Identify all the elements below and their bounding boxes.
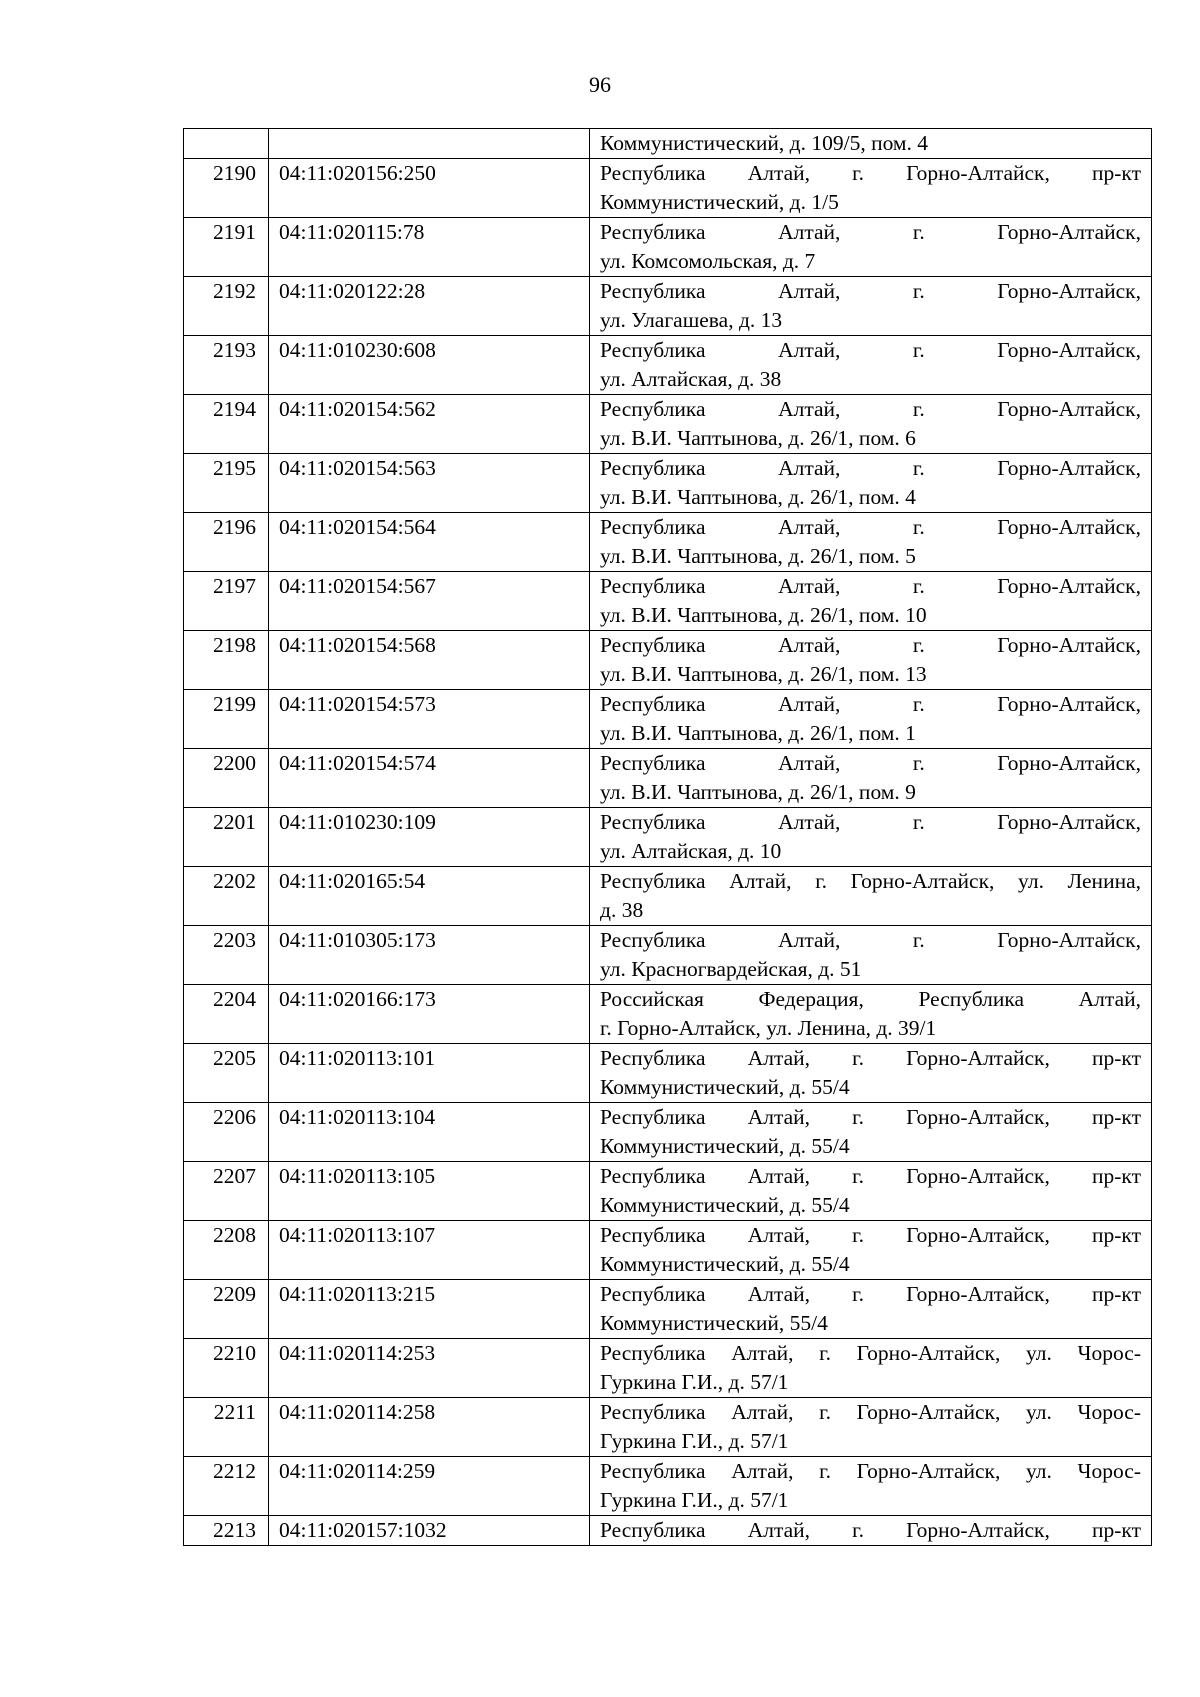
cadastral-number-cell: 04:11:020157:1032 <box>269 1516 590 1546</box>
cadastral-number-cell: 04:11:020154:567 <box>269 572 590 631</box>
row-number-cell: 2213 <box>184 1516 269 1546</box>
row-number-cell: 2209 <box>184 1280 269 1339</box>
address-cell <box>590 1398 1152 1457</box>
address-line-2: ул. В.И. Чаптынова, д. 26/1, пом. 4 <box>600 485 916 509</box>
address-line-1: Республика Алтай, г. Горно-Алтайск, ул. Ленина, <box>600 869 1141 893</box>
table-row <box>184 218 1152 277</box>
address-line-2: Гуркина Г.И., д. 57/1 <box>600 1370 789 1394</box>
cadastral-number-cell: 04:11:020166:173 <box>269 985 590 1044</box>
address-cell <box>590 985 1152 1044</box>
table-row <box>184 1457 1152 1516</box>
cadastral-number-cell: 04:11:020113:215 <box>269 1280 590 1339</box>
address-line-1: Республика Алтай, г. Горно-Алтайск, пр-кт <box>600 1164 1141 1188</box>
row-number-cell: 2196 <box>184 513 269 572</box>
address-cell <box>590 1280 1152 1339</box>
address-line-1: Республика Алтай, г. Горно-Алтайск, <box>600 574 1141 598</box>
row-number-cell: 2195 <box>184 454 269 513</box>
address-line-1: Республика Алтай, г. Горно-Алтайск, <box>600 515 1141 539</box>
table-row <box>184 1162 1152 1221</box>
table-row <box>184 159 1152 218</box>
address-line-2: ул. Алтайская, д. 38 <box>600 367 782 391</box>
address-cell <box>590 1044 1152 1103</box>
row-number-cell: 2205 <box>184 1044 269 1103</box>
cadastral-number-cell: 04:11:020114:258 <box>269 1398 590 1457</box>
address-cell <box>590 1162 1152 1221</box>
table-row <box>184 454 1152 513</box>
address-line-1: Республика Алтай, г. Горно-Алтайск, <box>600 397 1141 421</box>
cadastral-number-cell: 04:11:010230:109 <box>269 808 590 867</box>
table-row <box>184 808 1152 867</box>
cadastral-number-cell: 04:11:020114:253 <box>269 1339 590 1398</box>
address-line-1: Республика Алтай, г. Горно-Алтайск, пр-кт <box>600 1046 1141 1070</box>
table-row-last <box>184 1516 1152 1546</box>
address-line-1: Республика Алтай, г. Горно-Алтайск, <box>600 338 1141 362</box>
address-line-1: Республика Алтай, г. Горно-Алтайск, <box>600 928 1141 952</box>
address-line-1: Республика Алтай, г. Горно-Алтайск, пр-кт <box>600 161 1141 185</box>
row-number-cell: 2207 <box>184 1162 269 1221</box>
address-cell <box>590 926 1152 985</box>
address-line-1: Республика Алтай, г. Горно-Алтайск, пр-кт <box>600 1223 1141 1247</box>
row-number-cell: 2191 <box>184 218 269 277</box>
table-row <box>184 336 1152 395</box>
cadastral-number-cell: 04:11:020156:250 <box>269 159 590 218</box>
address-line-2: ул. В.И. Чаптынова, д. 26/1, пом. 1 <box>600 721 916 745</box>
row-number-cell: 2190 <box>184 159 269 218</box>
row-number-cell: 2202 <box>184 867 269 926</box>
row-number-cell: 2211 <box>184 1398 269 1457</box>
cadastral-number-cell: 04:11:020115:78 <box>269 218 590 277</box>
row-number-cell: 2206 <box>184 1103 269 1162</box>
table-row <box>184 572 1152 631</box>
table-row <box>184 1398 1152 1457</box>
cadastral-number-cell: 04:11:020154:562 <box>269 395 590 454</box>
address-cell <box>590 1516 1152 1546</box>
table-row <box>184 631 1152 690</box>
address-line-1: Республика Алтай, г. Горно-Алтайск, пр-кт <box>600 1282 1141 1306</box>
table-row <box>184 395 1152 454</box>
row-number-cell <box>184 129 269 159</box>
table-row <box>184 1339 1152 1398</box>
cadastral-number-cell: 04:11:020154:568 <box>269 631 590 690</box>
address-line-2: Гуркина Г.И., д. 57/1 <box>600 1429 789 1453</box>
address-line-2: Гуркина Г.И., д. 57/1 <box>600 1488 789 1512</box>
address-line-2: ул. Алтайская, д. 10 <box>600 839 782 863</box>
address-line: Коммунистический, д. 109/5, пом. 4 <box>600 131 929 155</box>
address-line-1: Республика Алтай, г. Горно-Алтайск, <box>600 692 1141 716</box>
row-number-cell: 2212 <box>184 1457 269 1516</box>
address-cell <box>590 572 1152 631</box>
registry-table-body <box>184 129 1152 1546</box>
address-line-1: Республика Алтай, г. Горно-Алтайск, пр-кт <box>600 1518 1141 1542</box>
address-line-1: Республика Алтай, г. Горно-Алтайск, <box>600 751 1141 775</box>
address-line-1: Республика Алтай, г. Горно-Алтайск, <box>600 456 1141 480</box>
address-line-2: г. Горно-Алтайск, ул. Ленина, д. 39/1 <box>600 1016 937 1040</box>
address-line-2: Коммунистический, д. 55/4 <box>600 1252 850 1276</box>
cadastral-number-cell: 04:11:010230:608 <box>269 336 590 395</box>
address-line-2: Коммунистический, д. 55/4 <box>600 1075 850 1099</box>
row-number-cell: 2201 <box>184 808 269 867</box>
cadastral-number-cell: 04:11:020113:105 <box>269 1162 590 1221</box>
cadastral-number-cell: 04:11:020165:54 <box>269 867 590 926</box>
address-cell <box>590 159 1152 218</box>
address-line-2: д. 38 <box>600 898 644 922</box>
address-line-1: Республика Алтай, г. Горно-Алтайск, ул. Чорос- <box>600 1341 1141 1365</box>
table-row <box>184 1221 1152 1280</box>
table-row-continuation <box>184 129 1152 159</box>
address-line-2: Коммунистический, д. 55/4 <box>600 1193 850 1217</box>
address-line-2: ул. В.И. Чаптынова, д. 26/1, пом. 10 <box>600 603 927 627</box>
address-line-2: ул. Комсомольская, д. 7 <box>600 249 816 273</box>
address-line-2: Коммунистический, д. 55/4 <box>600 1134 850 1158</box>
address-cell <box>590 336 1152 395</box>
table-row <box>184 867 1152 926</box>
address-cell <box>590 867 1152 926</box>
table-row <box>184 1103 1152 1162</box>
cadastral-number-cell: 04:11:020154:574 <box>269 749 590 808</box>
table-row <box>184 1044 1152 1103</box>
table-row <box>184 749 1152 808</box>
table-row <box>184 513 1152 572</box>
address-line-2: ул. В.И. Чаптынова, д. 26/1, пом. 5 <box>600 544 916 568</box>
address-line-2: ул. Улагашева, д. 13 <box>600 308 783 332</box>
address-cell <box>590 690 1152 749</box>
address-line-2: Коммунистический, 55/4 <box>600 1311 828 1335</box>
address-line-2: ул. В.И. Чаптынова, д. 26/1, пом. 9 <box>600 780 916 804</box>
row-number-cell: 2197 <box>184 572 269 631</box>
row-number-cell: 2204 <box>184 985 269 1044</box>
row-number-cell: 2192 <box>184 277 269 336</box>
address-cell <box>590 1457 1152 1516</box>
address-line-1: Российская Федерация, Республика Алтай, <box>600 987 1141 1011</box>
cadastral-number-cell: 04:11:020154:564 <box>269 513 590 572</box>
address-line-1: Республика Алтай, г. Горно-Алтайск, <box>600 279 1141 303</box>
row-number-cell: 2193 <box>184 336 269 395</box>
row-number-cell: 2198 <box>184 631 269 690</box>
address-cell <box>590 1221 1152 1280</box>
cadastral-number-cell: 04:11:020113:107 <box>269 1221 590 1280</box>
address-cell <box>590 218 1152 277</box>
address-cell <box>590 513 1152 572</box>
address-cell <box>590 395 1152 454</box>
address-cell <box>590 1339 1152 1398</box>
table-row <box>184 690 1152 749</box>
row-number-cell: 2199 <box>184 690 269 749</box>
address-cell <box>590 129 1152 159</box>
row-number-cell: 2194 <box>184 395 269 454</box>
address-cell <box>590 749 1152 808</box>
address-cell <box>590 808 1152 867</box>
address-line-1: Республика Алтай, г. Горно-Алтайск, <box>600 220 1141 244</box>
row-number-cell: 2210 <box>184 1339 269 1398</box>
address-cell <box>590 454 1152 513</box>
cadastral-number-cell: 04:11:020154:573 <box>269 690 590 749</box>
address-cell <box>590 1103 1152 1162</box>
address-line-2: ул. В.И. Чаптынова, д. 26/1, пом. 13 <box>600 662 927 686</box>
address-line-1: Республика Алтай, г. Горно-Алтайск, ул. Чорос- <box>600 1400 1141 1424</box>
table-row <box>184 985 1152 1044</box>
registry-table <box>183 128 1152 1546</box>
address-line-1: Республика Алтай, г. Горно-Алтайск, пр-кт <box>600 1105 1141 1129</box>
address-line-2: Коммунистический, д. 1/5 <box>600 190 839 214</box>
table-row <box>184 277 1152 336</box>
address-cell <box>590 277 1152 336</box>
cadastral-number-cell: 04:11:020114:259 <box>269 1457 590 1516</box>
address-line-2: ул. В.И. Чаптынова, д. 26/1, пом. 6 <box>600 426 916 450</box>
cadastral-number-cell: 04:11:020113:104 <box>269 1103 590 1162</box>
cadastral-number-cell: 04:11:020122:28 <box>269 277 590 336</box>
row-number-cell: 2208 <box>184 1221 269 1280</box>
address-cell <box>590 631 1152 690</box>
table-row <box>184 926 1152 985</box>
address-line-1: Республика Алтай, г. Горно-Алтайск, <box>600 810 1141 834</box>
address-line-2: ул. Красногвардейская, д. 51 <box>600 957 862 981</box>
cadastral-number-cell: 04:11:010305:173 <box>269 926 590 985</box>
table-row <box>184 1280 1152 1339</box>
row-number-cell: 2200 <box>184 749 269 808</box>
page-number: 96 <box>589 72 611 97</box>
address-line-1: Республика Алтай, г. Горно-Алтайск, <box>600 633 1141 657</box>
row-number-cell: 2203 <box>184 926 269 985</box>
address-line-1: Республика Алтай, г. Горно-Алтайск, ул. Чорос- <box>600 1459 1141 1483</box>
cadastral-number-cell: 04:11:020154:563 <box>269 454 590 513</box>
cadastral-number-cell: 04:11:020113:101 <box>269 1044 590 1103</box>
cadastral-number-cell <box>269 129 590 159</box>
